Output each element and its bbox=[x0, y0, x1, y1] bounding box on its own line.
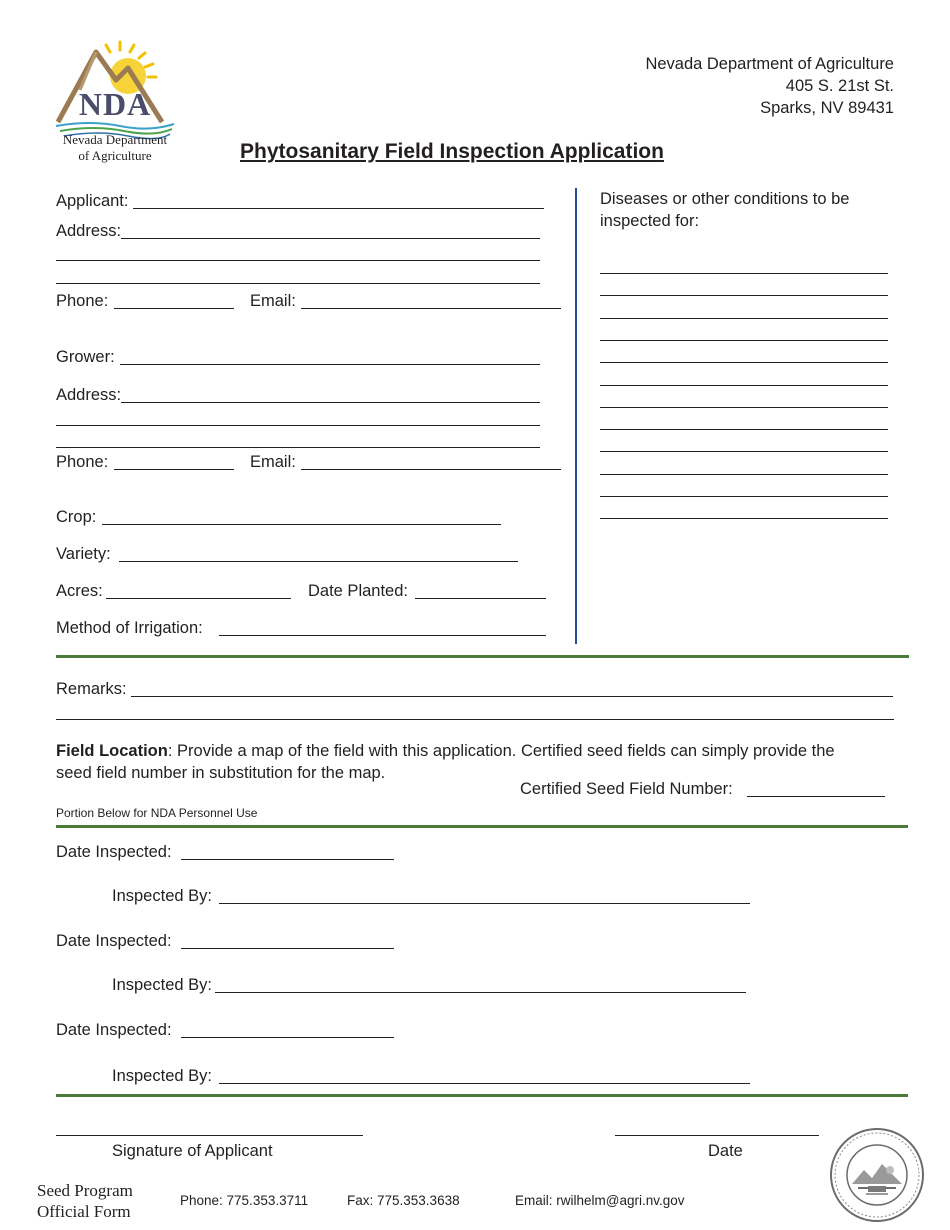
grower-address-field-1[interactable] bbox=[121, 402, 540, 403]
applicant-label: Applicant: bbox=[56, 192, 129, 210]
signature-label: Signature of Applicant bbox=[112, 1142, 273, 1160]
remarks-field-2[interactable] bbox=[56, 719, 894, 720]
irrigation-field[interactable] bbox=[219, 635, 546, 636]
inspected-by-field-2[interactable] bbox=[215, 992, 746, 993]
diseases-field-3[interactable] bbox=[600, 318, 888, 319]
inspected-by-field-1[interactable] bbox=[219, 903, 750, 904]
grower-email-label: Email: bbox=[250, 453, 296, 471]
logo-caption-line-2: of Agriculture bbox=[78, 148, 152, 163]
grower-phone-label: Phone: bbox=[56, 453, 109, 471]
diseases-field-6[interactable] bbox=[600, 385, 888, 386]
nda-logo bbox=[50, 40, 180, 166]
applicant-field[interactable] bbox=[133, 208, 544, 209]
variety-field[interactable] bbox=[119, 561, 518, 562]
footer-email: Email: rwilhelm@agri.nv.gov bbox=[515, 1193, 685, 1208]
diseases-field-11[interactable] bbox=[600, 496, 888, 497]
crop-field[interactable] bbox=[102, 524, 501, 525]
applicant-address-label: Address: bbox=[56, 222, 122, 240]
diseases-field-7[interactable] bbox=[600, 407, 888, 408]
cert-seed-label: Certified Seed Field Number: bbox=[520, 780, 733, 798]
remarks-field-1[interactable] bbox=[131, 696, 893, 697]
diseases-field-4[interactable] bbox=[600, 340, 888, 341]
diseases-field-12[interactable] bbox=[600, 518, 888, 519]
diseases-field-2[interactable] bbox=[600, 295, 888, 296]
logo-text: NDA bbox=[78, 86, 152, 122]
grower-field[interactable] bbox=[120, 364, 540, 365]
form-title: Phytosanitary Field Inspection Application bbox=[240, 140, 664, 163]
irrigation-label: Method of Irrigation: bbox=[56, 619, 203, 637]
inspected-by-label-2: Inspected By: bbox=[112, 976, 212, 994]
applicant-phone-label: Phone: bbox=[56, 292, 109, 310]
grower-address-label: Address: bbox=[56, 386, 122, 404]
inspected-by-label-1: Inspected By: bbox=[112, 887, 212, 905]
field-location-heading: Field Location bbox=[56, 742, 168, 760]
nevada-state-seal-icon bbox=[828, 1126, 926, 1224]
diseases-label-line-2: inspected for: bbox=[600, 212, 700, 230]
applicant-phone-field[interactable] bbox=[114, 308, 234, 309]
acres-field[interactable] bbox=[106, 598, 291, 599]
section-rule-2 bbox=[56, 825, 908, 828]
date-inspected-field-2[interactable] bbox=[181, 948, 394, 949]
footer-program-line-2: Official Form bbox=[37, 1202, 131, 1221]
date-inspected-field-1[interactable] bbox=[181, 859, 394, 860]
field-location-paragraph bbox=[56, 741, 835, 761]
footer-fax: Fax: 775.353.3638 bbox=[347, 1193, 460, 1208]
inspected-by-label-3: Inspected By: bbox=[112, 1067, 212, 1085]
diseases-label-line-1: Diseases or other conditions to be bbox=[600, 190, 850, 208]
footer-program-line-1: Seed Program bbox=[37, 1181, 133, 1200]
date-planted-label: Date Planted: bbox=[308, 582, 408, 600]
section-rule-1 bbox=[56, 655, 909, 658]
grower-phone-field[interactable] bbox=[114, 469, 234, 470]
footer-phone: Phone: 775.353.3711 bbox=[180, 1193, 309, 1208]
signature-date-field[interactable] bbox=[615, 1135, 819, 1136]
agency-name: Nevada Department of Agriculture bbox=[645, 55, 894, 73]
logo-caption-line-1: Nevada Department bbox=[62, 132, 168, 147]
inspected-by-field-3[interactable] bbox=[219, 1083, 750, 1084]
grower-address-field-2[interactable] bbox=[56, 425, 540, 426]
date-inspected-label-1: Date Inspected: bbox=[56, 843, 172, 861]
date-inspected-field-3[interactable] bbox=[181, 1037, 394, 1038]
applicant-email-label: Email: bbox=[250, 292, 296, 310]
diseases-field-10[interactable] bbox=[600, 474, 888, 475]
date-inspected-label-3: Date Inspected: bbox=[56, 1021, 172, 1039]
crop-label: Crop: bbox=[56, 508, 97, 526]
diseases-field-5[interactable] bbox=[600, 362, 888, 363]
diseases-field-8[interactable] bbox=[600, 429, 888, 430]
field-location-text-1: : Provide a map of the field with this application. Certified seed fields can simply provide the bbox=[167, 742, 835, 760]
section-rule-3 bbox=[56, 1094, 908, 1097]
acres-label: Acres: bbox=[56, 582, 103, 600]
applicant-address-field-3[interactable] bbox=[56, 283, 540, 284]
diseases-field-9[interactable] bbox=[600, 451, 888, 452]
column-divider bbox=[575, 188, 577, 644]
applicant-address-field-1[interactable] bbox=[121, 238, 540, 239]
signature-field[interactable] bbox=[56, 1135, 363, 1136]
applicant-email-field[interactable] bbox=[301, 308, 561, 309]
agency-city: Sparks, NV 89431 bbox=[760, 99, 894, 117]
personnel-note: Portion Below for NDA Personnel Use bbox=[56, 806, 258, 820]
signature-date-label: Date bbox=[708, 1142, 743, 1160]
date-planted-field[interactable] bbox=[415, 598, 546, 599]
grower-email-field[interactable] bbox=[301, 469, 561, 470]
field-location-text-2: seed field number in substitution for the map. bbox=[56, 764, 386, 782]
applicant-address-field-2[interactable] bbox=[56, 260, 540, 261]
date-inspected-label-2: Date Inspected: bbox=[56, 932, 172, 950]
variety-label: Variety: bbox=[56, 545, 111, 563]
grower-address-field-3[interactable] bbox=[56, 447, 540, 448]
cert-seed-field[interactable] bbox=[747, 796, 885, 797]
diseases-field-1[interactable] bbox=[600, 273, 888, 274]
grower-label: Grower: bbox=[56, 348, 115, 366]
remarks-label: Remarks: bbox=[56, 680, 127, 698]
agency-street: 405 S. 21st St. bbox=[785, 77, 894, 95]
agency-address bbox=[645, 53, 894, 119]
